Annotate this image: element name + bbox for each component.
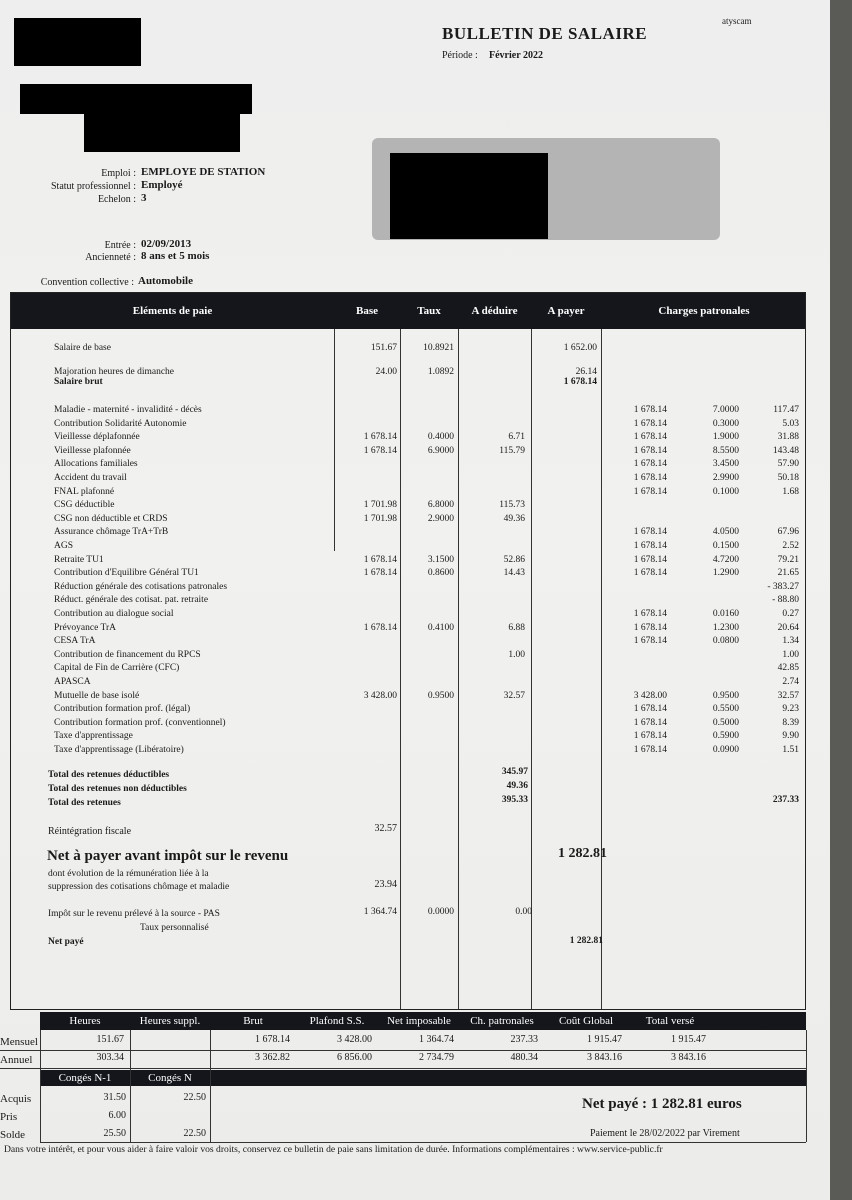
conges-n-header: Congés N	[130, 1070, 210, 1086]
row-charge-taux: 3.4500	[712, 459, 739, 470]
row-taux: 6.9000	[427, 445, 454, 456]
evolution-line2: suppression des cotisations chômage et maladie	[48, 882, 230, 892]
header-taux: Taux	[417, 305, 441, 317]
row-deduire: 115.79	[499, 445, 525, 456]
row-charge-montant: 8.39	[782, 717, 799, 728]
annuel-cell: 2 734.79	[419, 1052, 454, 1063]
table-header	[11, 293, 805, 329]
row-description: Réduction générale des cotisations patronales	[54, 581, 228, 592]
net-avant-impot-value: 1 282.81	[558, 846, 607, 861]
row-description: CSG déductible	[54, 500, 115, 511]
row-description: Accident du travail	[54, 473, 127, 483]
row-base: 151.67	[370, 343, 397, 353]
pay-elements-table	[10, 292, 806, 1010]
anciennete-label: Ancienneté :	[85, 252, 136, 263]
row-taux: 0.8600	[427, 568, 454, 579]
grid-line	[40, 1142, 806, 1143]
row-charge-base: 1 678.14	[633, 541, 667, 551]
row-charge-montant: 1.68	[782, 486, 799, 497]
row-description: Réduct. générale des cotisat. pat. retraite	[54, 595, 209, 606]
convention-value: Automobile	[138, 275, 193, 287]
mensuel-cell: 3 428.00	[337, 1034, 372, 1045]
net-paye-final: Net payé : 1 282.81 euros	[582, 1096, 742, 1112]
row-charge-montant: 0.27	[782, 609, 799, 619]
row-charge-base: 1 678.14	[633, 554, 667, 565]
acquis-label: Acquis	[0, 1093, 32, 1105]
pris-label: Pris	[0, 1111, 18, 1123]
row-charge-base: 1 678.14	[633, 418, 667, 429]
row-description: Capital de Fin de Carrière (CFC)	[54, 663, 180, 674]
row-charge-montant: 2.52	[782, 541, 799, 551]
summary-header-cell: Coût Global	[558, 1015, 614, 1027]
row-charge-montant: - 88.80	[772, 595, 799, 606]
impot-base: 1 364.74	[363, 907, 397, 917]
row-charge-taux: 0.3000	[712, 418, 739, 429]
row-charge-taux: 1.2300	[712, 622, 739, 633]
row-charge-montant: 20.64	[777, 622, 799, 633]
total-all-label: Total des retenues	[48, 798, 121, 808]
row-charge-base: 1 678.14	[633, 568, 667, 579]
annuel-cell: 303.34	[96, 1052, 124, 1063]
row-base: 24.00	[375, 367, 397, 377]
reintegration-label: Réintégration fiscale	[48, 826, 132, 837]
grid-line	[40, 1030, 41, 1142]
mensuel-cell: 237.33	[510, 1034, 538, 1045]
entree-value: 02/09/2013	[141, 238, 192, 250]
row-charge-taux: 7.0000	[712, 405, 739, 415]
row-base: 3 428.00	[363, 690, 397, 701]
total-nonded-value: 49.36	[506, 781, 528, 791]
row-description: Mutuelle de base isolé	[54, 690, 140, 701]
document-title: BULLETIN DE SALAIRE	[442, 24, 648, 43]
row-deduire: 14.43	[503, 568, 525, 579]
row-charge-taux: 0.0160	[712, 609, 739, 619]
row-charge-base: 1 678.14	[633, 486, 667, 497]
row-description: Taxe d'apprentissage (Libératoire)	[54, 745, 184, 755]
row-taux: 2.9000	[427, 513, 454, 524]
net-avant-impot-label: Net à payer avant impôt sur le revenu	[47, 848, 289, 864]
row-charge-taux: 0.0900	[712, 745, 739, 755]
row-description: Maladie - maternité - invalidité - décès	[54, 405, 202, 415]
summary-header-cell: Net imposable	[387, 1015, 451, 1027]
row-taux: 0.4000	[427, 432, 454, 443]
row-charge-montant: 2.74	[782, 677, 799, 687]
row-taux: 0.4100	[427, 622, 454, 633]
reintegration-value: 32.57	[374, 823, 397, 834]
row-charge-base: 1 678.14	[633, 609, 667, 619]
row-description: Contribution formation prof. (légal)	[54, 704, 191, 715]
row-description: Vieillesse déplafonnée	[54, 432, 140, 443]
row-charge-base: 1 678.14	[633, 405, 667, 415]
row-taux: 1.0892	[427, 367, 454, 377]
annuel-cell: 3 843.16	[671, 1052, 706, 1063]
total-nonded-label: Total des retenues non déductibles	[48, 784, 187, 794]
evolution-value: 23.94	[374, 879, 397, 890]
row-description: Contribution de financement du RPCS	[54, 649, 201, 660]
row-base: 1 678.14	[363, 432, 397, 443]
row-charge-montant: 57.90	[777, 459, 799, 470]
row-charge-taux: 0.5500	[712, 704, 739, 715]
conges-n1-header: Congés N-1	[40, 1070, 130, 1086]
row-charge-taux: 0.5900	[712, 731, 739, 742]
annuel-cell: 3 362.82	[255, 1052, 290, 1063]
echelon-value: 3	[141, 192, 147, 204]
row-charge-taux: 4.7200	[712, 554, 739, 565]
row-description: Contribution d'Equilibre Général TU1	[54, 568, 199, 579]
row-charge-taux: 0.5000	[712, 717, 739, 728]
row-charge-taux: 4.0500	[712, 527, 739, 538]
row-deduire: 6.88	[508, 622, 525, 633]
row-description: Vieillesse plafonnée	[54, 445, 131, 456]
total-all-value: 395.33	[501, 795, 528, 805]
row-charge-base: 1 678.14	[633, 459, 667, 470]
row-description: FNAL plafonné	[54, 486, 115, 497]
statut-value: Employé	[141, 179, 183, 191]
row-base: 1 678.14	[363, 445, 397, 456]
charges-total-value: 237.33	[772, 795, 799, 805]
grid-line	[806, 1030, 807, 1142]
footer-note: Dans votre intérêt, et pour vous aider à faire valoir vos droits, conservez ce bulletin de paie sans limitation de durée. Informations complémentaires : www.service-public.fr	[4, 1144, 663, 1155]
evolution-line1: dont évolution de la rémunération liée à la	[48, 869, 209, 879]
row-taux: 0.9500	[427, 690, 454, 701]
row-description: Contribution Solidarité Autonomie	[54, 418, 187, 429]
summary-header-cell: Plafond S.S.	[309, 1015, 365, 1027]
row-charge-base: 1 678.14	[633, 622, 667, 633]
grid-line	[130, 1030, 131, 1142]
row-description: Prévoyance TrA	[54, 622, 117, 633]
row-deduire: 115.73	[499, 500, 525, 511]
header-base: Base	[356, 305, 378, 317]
summary-header-cell: Total versé	[645, 1015, 695, 1027]
row-payer: 26.14	[575, 367, 597, 377]
row-description: Retraite TU1	[54, 554, 104, 565]
row-description: CSG non déductible et CRDS	[54, 513, 168, 524]
row-charge-montant: 42.85	[777, 663, 799, 674]
grid-line	[0, 1050, 806, 1051]
taux-perso-label: Taux personnalisé	[140, 923, 209, 933]
row-charge-montant: 117.47	[773, 405, 799, 415]
solde-label: Solde	[0, 1129, 26, 1141]
row-charge-taux: 1.2900	[712, 568, 739, 579]
paiement-info: Paiement le 28/02/2022 par Virement	[590, 1128, 740, 1139]
row-taux: 6.8000	[427, 500, 454, 511]
row-description: Contribution au dialogue social	[54, 609, 174, 619]
row-description: Majoration heures de dimanche	[54, 367, 175, 377]
header-elements: Eléments de paie	[132, 305, 213, 317]
period-label: Période :	[442, 50, 478, 61]
row-charge-base: 3 428.00	[633, 690, 667, 701]
echelon-label: Echelon :	[97, 194, 136, 205]
row-charge-montant: 31.88	[777, 432, 799, 443]
solde-n: 22.50	[183, 1128, 206, 1139]
row-taux: 10.8921	[423, 343, 454, 353]
row-charge-taux: 1.9000	[712, 432, 739, 443]
row-charge-taux: 0.0800	[712, 636, 739, 647]
row-base: 1 678.14	[363, 622, 397, 633]
statut-label: Statut professionnel :	[51, 181, 136, 192]
row-description: Assurance chômage TrA+TrB	[54, 527, 169, 538]
row-charge-taux: 0.9500	[712, 690, 739, 701]
header-deduire: A déduire	[471, 305, 518, 317]
net-paye-label: Net payé	[48, 937, 84, 947]
mensuel-cell: 1 915.47	[671, 1034, 706, 1045]
solde-n1: 25.50	[103, 1128, 126, 1139]
total-ded-value: 345.97	[501, 767, 528, 777]
mensuel-cell: 151.67	[96, 1034, 124, 1045]
entree-label: Entrée :	[104, 240, 136, 251]
row-charge-base: 1 678.14	[633, 527, 667, 538]
row-description: Allocations familiales	[54, 459, 138, 470]
pris-n1: 6.00	[108, 1110, 126, 1121]
row-charge-montant: 67.96	[777, 527, 799, 538]
header-payer: A payer	[547, 305, 585, 317]
row-charge-montant: 9.90	[782, 731, 799, 742]
summary-header-cell: Ch. patronales	[470, 1015, 534, 1027]
row-deduire: 1.00	[508, 649, 525, 660]
impot-value: 0.00	[515, 907, 532, 917]
row-charge-montant: 9.23	[782, 704, 799, 715]
row-description: Salaire brut	[54, 377, 103, 387]
row-charge-base: 1 678.14	[633, 445, 667, 456]
row-charge-montant: 1.00	[782, 649, 799, 660]
grid-line	[0, 1068, 806, 1069]
row-charge-montant: 50.18	[777, 473, 799, 483]
row-charge-base: 1 678.14	[633, 636, 667, 647]
anciennete-value: 8 ans et 5 mois	[141, 250, 210, 262]
row-base: 1 701.98	[363, 513, 397, 524]
row-description: Contribution formation prof. (conventionnel)	[54, 717, 226, 728]
row-deduire: 52.86	[503, 554, 525, 565]
row-charge-montant: 143.48	[772, 445, 799, 456]
emploi-value: EMPLOYE DE STATION	[141, 166, 266, 178]
brand-name: atyscam	[722, 16, 752, 26]
summary-header-cell: Brut	[243, 1015, 263, 1027]
row-charge-taux: 0.1000	[712, 486, 739, 497]
row-deduire: 6.71	[508, 432, 525, 443]
grid-line	[210, 1030, 211, 1142]
row-charge-base: 1 678.14	[633, 704, 667, 715]
row-deduire: 32.57	[503, 690, 525, 701]
impot-taux: 0.0000	[427, 907, 454, 917]
emploi-label: Emploi :	[101, 168, 136, 179]
row-charge-taux: 2.9900	[712, 473, 739, 483]
row-charge-base: 1 678.14	[633, 717, 667, 728]
row-description: Salaire de base	[54, 343, 111, 353]
annuel-label: Annuel	[0, 1054, 33, 1066]
mensuel-cell: 1 678.14	[255, 1034, 290, 1045]
header-charges: Charges patronales	[658, 305, 750, 317]
acquis-n: 22.50	[183, 1092, 206, 1103]
row-charge-montant: 1.51	[782, 745, 799, 755]
row-charge-montant: 1.34	[782, 636, 799, 647]
impot-label: Impôt sur le revenu prélevé à la source - PAS	[48, 909, 220, 919]
row-payer: 1 678.14	[563, 377, 597, 387]
row-charge-base: 1 678.14	[633, 432, 667, 443]
row-deduire: 49.36	[503, 513, 525, 524]
summary-header-cell: Heures suppl.	[139, 1015, 201, 1027]
row-charge-base: 1 678.14	[633, 731, 667, 742]
row-charge-taux: 0.1500	[712, 541, 739, 551]
row-charge-montant: - 383.27	[767, 581, 799, 592]
annuel-cell: 6 856.00	[337, 1052, 372, 1063]
row-description: AGS	[54, 541, 74, 551]
row-description: APASCA	[54, 677, 91, 687]
annuel-cell: 480.34	[510, 1052, 538, 1063]
mensuel-cell: 1 915.47	[587, 1034, 622, 1045]
row-description: CESA TrA	[54, 636, 96, 647]
row-charge-base: 1 678.14	[633, 745, 667, 755]
row-charge-montant: 32.57	[777, 690, 799, 701]
row-payer: 1 652.00	[563, 343, 597, 353]
row-charge-taux: 8.5500	[712, 445, 739, 456]
acquis-n1: 31.50	[103, 1092, 126, 1103]
row-base: 1 701.98	[363, 500, 397, 511]
row-charge-montant: 21.65	[777, 568, 799, 579]
row-charge-montant: 79.21	[777, 554, 799, 565]
redacted-block	[390, 153, 548, 239]
net-paye-value: 1 282.81	[569, 936, 603, 946]
redacted-block	[20, 84, 252, 114]
row-description: Taxe d'apprentissage	[54, 731, 133, 742]
row-base: 1 678.14	[363, 554, 397, 565]
redacted-block	[14, 18, 141, 66]
row-charge-montant: 5.03	[782, 418, 799, 429]
summary-header-cell: Heures	[69, 1015, 101, 1027]
mensuel-cell: 1 364.74	[419, 1034, 454, 1045]
convention-label: Convention collective :	[40, 277, 134, 288]
row-taux: 3.1500	[427, 554, 454, 565]
period-value: Février 2022	[489, 50, 543, 61]
row-charge-base: 1 678.14	[633, 473, 667, 483]
annuel-cell: 3 843.16	[587, 1052, 622, 1063]
total-ded-label: Total des retenues déductibles	[48, 770, 170, 780]
column-divider	[601, 329, 602, 1009]
mensuel-label: Mensuel	[0, 1036, 38, 1048]
redacted-block	[84, 114, 240, 152]
row-base: 1 678.14	[363, 568, 397, 579]
